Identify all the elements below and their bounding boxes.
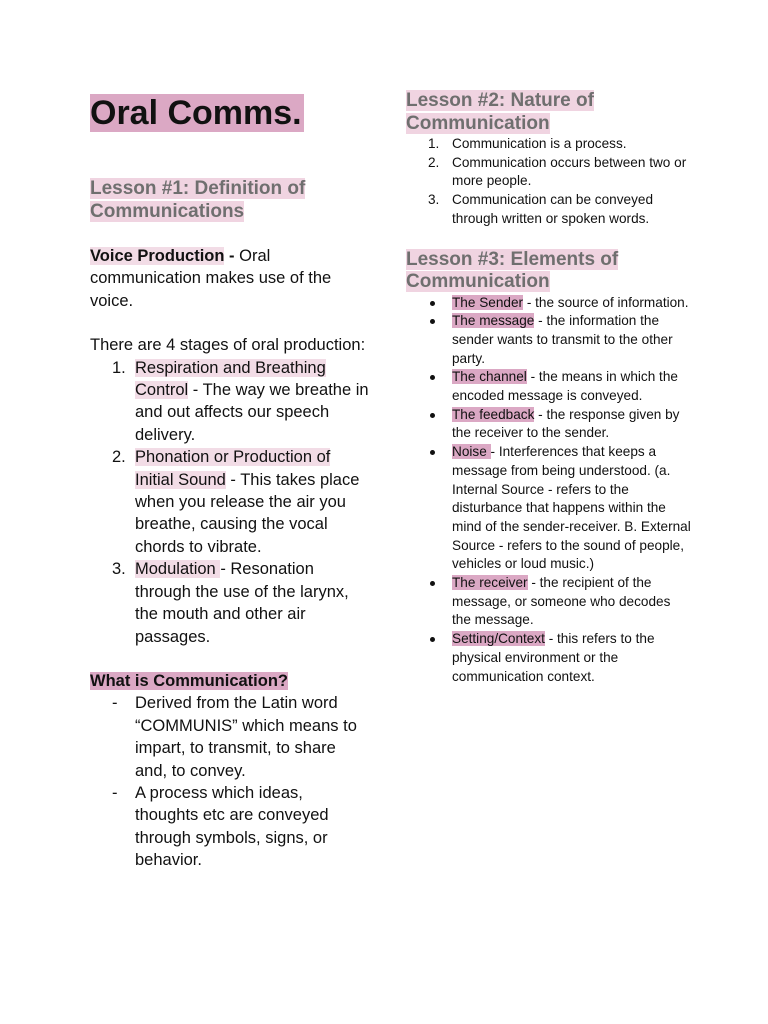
voice-production-paragraph — [90, 245, 370, 312]
list-item — [406, 368, 691, 405]
what-is-communication-heading — [90, 670, 370, 692]
element-desc: - the recipient of the message, or someone who decodes the message. — [452, 575, 671, 628]
list-item — [406, 294, 691, 313]
element-desc: - Interferences that keeps a message from being understood. (a. Internal Source - refers to the disturbance that happens within the mind of the sender-receiver. B. External Source - refers to the sound of people, vehicles or loud music.) — [452, 444, 691, 572]
left-column — [90, 92, 370, 872]
list-number: 3. — [428, 192, 440, 208]
dash-marker: - — [112, 783, 118, 802]
bullet-icon — [430, 301, 435, 306]
list-item-text: Derived from the Latin word “COMMUNIS” which means to impart, to transmit, to share and, to convey. — [135, 694, 357, 780]
elements-list — [406, 294, 691, 687]
list-item — [406, 154, 691, 191]
element-term: The feedback — [452, 406, 535, 422]
list-item — [406, 574, 691, 630]
list-number: 2. — [112, 448, 126, 467]
bullet-icon — [430, 375, 435, 380]
stage-desc: - Resonation through the use of the larynx, the mouth and other air passages. — [135, 560, 349, 646]
voice-production-term: Voice Production — [90, 247, 225, 265]
bullet-icon — [430, 581, 435, 586]
list-item — [406, 443, 691, 574]
bullet-icon — [430, 637, 435, 642]
stages-intro: There are 4 stages of oral production: — [90, 336, 366, 355]
list-item-text: Communication can be conveyed through written or spoken words. — [452, 192, 653, 226]
element-term: The Sender — [452, 294, 524, 310]
lesson1-heading: Lesson #1: Definition of Communications — [90, 178, 306, 222]
bullet-icon — [430, 413, 435, 418]
bullet-icon — [430, 319, 435, 324]
voice-production-separator: - — [224, 247, 240, 265]
element-term: Setting/Context — [452, 631, 545, 647]
element-desc: - the source of information. — [523, 294, 689, 310]
list-number: 1. — [112, 358, 126, 377]
list-item — [406, 630, 691, 686]
stage-desc: - This takes place when you release the air you breathe, causing the vocal chords to vibrate. — [135, 470, 360, 556]
nature-list — [406, 135, 691, 229]
what-heading-text: What is Communication? — [90, 671, 288, 690]
stage-desc: - The way we breathe in and out affects our speech delivery. — [135, 381, 369, 444]
element-desc: - the means in which the encoded message is conveyed. — [452, 369, 678, 404]
list-item-text: Communication is a process. — [452, 136, 627, 151]
document-title: Oral Comms. — [90, 94, 302, 132]
stage-term: Phonation or Production of Initial Sound — [135, 448, 331, 489]
dash-marker: - — [112, 694, 118, 713]
element-term: Noise — [452, 444, 491, 460]
list-item — [90, 446, 370, 558]
element-term: The receiver — [452, 575, 528, 591]
element-desc: - the response given by the receiver to the sender. — [452, 406, 680, 441]
lesson3-heading: Lesson #3: Elements of Communication — [406, 248, 619, 293]
list-number: 3. — [112, 560, 126, 579]
lesson2-heading: Lesson #2: Nature of Communication — [406, 90, 594, 134]
list-item — [406, 406, 691, 443]
right-column — [406, 90, 691, 686]
element-desc: - this refers to the physical environment or the communication context. — [452, 631, 655, 684]
list-item — [90, 357, 370, 447]
list-item-text: A process which ideas, thoughts etc are conveyed through symbols, signs, or behavior. — [135, 783, 329, 870]
list-item — [406, 312, 691, 368]
element-term: The message — [452, 313, 535, 329]
element-term: The channel — [452, 369, 527, 385]
stage-term: Respiration and Breathing Control — [135, 358, 326, 400]
voice-production-definition: Oral communication makes use of the voice. — [90, 247, 332, 310]
element-desc: - the information the sender wants to transmit to the other party. — [452, 313, 673, 366]
list-item — [90, 692, 370, 782]
list-number: 2. — [428, 154, 440, 170]
what-list — [90, 692, 370, 871]
list-item-text: Communication occurs between two or more people. — [452, 154, 687, 189]
stage-term: Modulation — [135, 560, 221, 579]
list-item — [406, 191, 691, 228]
list-item — [90, 558, 370, 648]
list-item — [406, 135, 691, 154]
bullet-icon — [430, 450, 435, 455]
stages-list — [90, 357, 370, 648]
list-number: 1. — [428, 136, 440, 151]
list-item — [90, 782, 370, 872]
